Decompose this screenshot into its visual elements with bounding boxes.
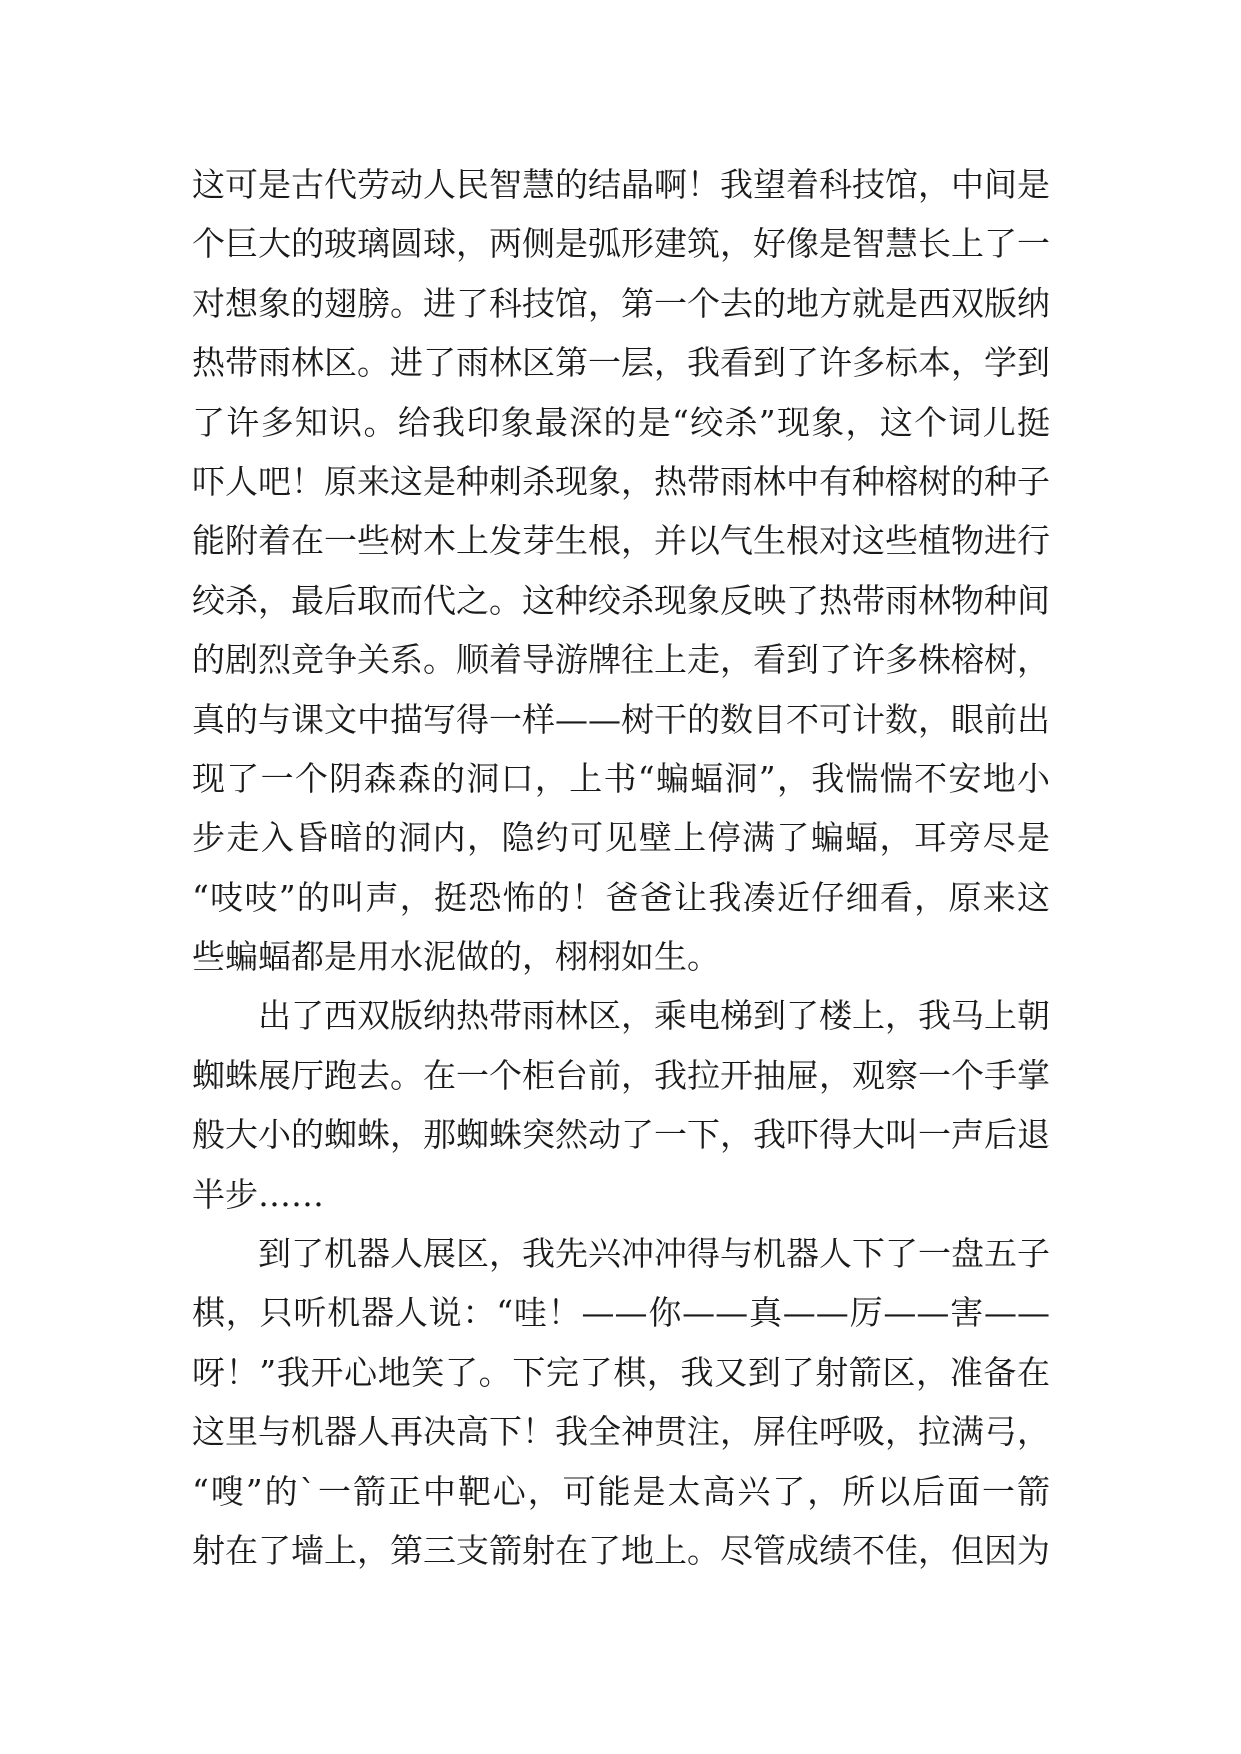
text-line: 蜘蛛展厅跑去。在一个柜台前，我拉开抽屉，观察一个手掌 bbox=[192, 1055, 1050, 1095]
text-line: 些蝙蝠都是用水泥做的，栩栩如生。 bbox=[192, 937, 720, 977]
text-line: 能附着在一些树木上发芽生根，并以气生根对这些植物进行 bbox=[192, 521, 1050, 561]
text-line: 的剧烈竞争关系。顺着导游牌往上走，看到了许多株榕树， bbox=[192, 640, 1050, 680]
text-line: “吱吱”的叫声，挺恐怖的！爸爸让我凑近仔细看，原来这 bbox=[192, 877, 1050, 917]
text-line: 这可是古代劳动人民智慧的结晶啊！我望着科技馆，中间是 bbox=[192, 165, 1050, 204]
text-line: 射在了墙上，第三支箭射在了地上。尽管成绩不佳，但因为 bbox=[192, 1530, 1050, 1570]
text-line: 般大小的蜘蛛，那蜘蛛突然动了一下，我吓得大叫一声后退 bbox=[192, 1115, 1050, 1155]
text-line: 真的与课文中描写得一样——树干的数目不可计数，眼前出 bbox=[192, 699, 1050, 739]
text-line: 吓人吧！原来这是种刺杀现象，热带雨林中有种榕树的种子 bbox=[192, 461, 1050, 501]
text-line: “嗖”的`一箭正中靶心，可能是太高兴了，所以后面一箭 bbox=[192, 1471, 1050, 1511]
body-text bbox=[192, 155, 1050, 1580]
text-line: 到了机器人展区，我先兴冲冲得与机器人下了一盘五子 bbox=[258, 1234, 1050, 1274]
text-line: 绞杀，最后取而代之。这种绞杀现象反映了热带雨林物种间 bbox=[192, 580, 1050, 620]
text-line: 现了一个阴森森的洞口，上书“蝙蝠洞”，我惴惴不安地小 bbox=[192, 758, 1050, 798]
text-line: 个巨大的玻璃圆球，两侧是弧形建筑，好像是智慧长上了一 bbox=[192, 224, 1050, 264]
text-line: 棋，只听机器人说：“哇！——你——真——厉——害—— bbox=[192, 1293, 1050, 1333]
text-line: 了许多知识。给我印象最深的是“绞杀”现象，这个词儿挺 bbox=[192, 402, 1050, 442]
text-line: 对想象的翅膀。进了科技馆，第一个去的地方就是西双版纳 bbox=[192, 283, 1050, 323]
text-line: 半步…… bbox=[192, 1174, 324, 1214]
text-line: 出了西双版纳热带雨林区，乘电梯到了楼上，我马上朝 bbox=[258, 996, 1050, 1036]
text-line: 这里与机器人再决高下！我全神贯注，屏住呼吸，拉满弓， bbox=[192, 1412, 1050, 1452]
text-line: 热带雨林区。进了雨林区第一层，我看到了许多标本，学到 bbox=[192, 343, 1050, 383]
text-line: 呀！”我开心地笑了。下完了棋，我又到了射箭区，准备在 bbox=[192, 1352, 1050, 1392]
text-line: 步走入昏暗的洞内，隐约可见壁上停满了蝙蝠，耳旁尽是 bbox=[192, 818, 1050, 858]
